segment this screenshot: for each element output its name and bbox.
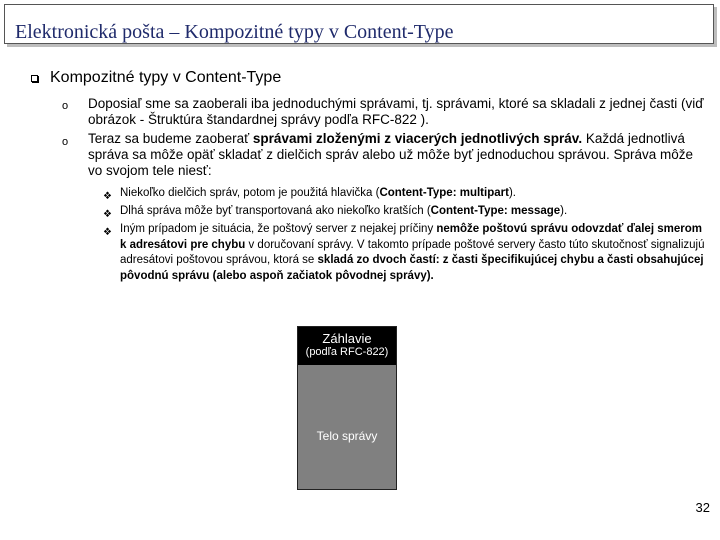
diamond-bullet-icon: ❖: [103, 209, 112, 220]
sub-bullet-3-bold-a: nemôže poštovú správu odovzdať ďalej smerom k adresátovi pre chybu: [120, 223, 702, 251]
sub-bullet-3: [120, 222, 710, 284]
message-structure-diagram: [297, 326, 397, 490]
bullet-text-1: [88, 96, 708, 128]
square-bullet-icon: [31, 75, 38, 82]
bullet-2-text-a: Teraz sa budeme zaoberať: [88, 131, 253, 146]
sub-bullet-1-text-b: ).: [508, 187, 516, 199]
diamond-bullet-icon: ❖: [103, 227, 112, 238]
sub-bullet-2-bold: Content-Type: message: [430, 205, 561, 217]
sub-bullet-3-text-a: Iným prípadom je situácia, že poštový server z nejakej príčiny: [120, 223, 437, 235]
sub-bullet-2: [120, 204, 710, 220]
sub-bullet-1: [120, 186, 710, 202]
sub-bullet-2-text-a: Dlhá správa môže byť transportovaná ako niekoľko kratších (: [120, 205, 431, 217]
page-number: 32: [695, 500, 710, 515]
diagram-header-label: Záhlavie: [322, 331, 372, 346]
circle-bullet-icon: o: [62, 136, 69, 148]
slide-heading: Kompozitné typy v Content-Type: [50, 69, 282, 86]
diagram-header-sublabel: (podľa RFC-822): [305, 346, 389, 358]
sub-bullet-1-bold: Content-Type: multipart: [379, 187, 509, 199]
circle-bullet-icon: o: [62, 100, 69, 112]
sub-bullet-3-bold-b: skladá zo dvoch častí: z časti špecifikujúcej chybu a časti obsahujúcej pôvodnú správu (alebo aspoň začiatok pôvodnej správy).: [120, 254, 704, 282]
bullet-1-text: Doposiaľ sme sa zaoberali iba jednoduchými správami, tj. správami, ktoré sa skladali z jednej časti (viď obrázok - Štruktúra štandardnej správy podľa RFC-822 ).: [88, 96, 704, 127]
title-box: [4, 4, 714, 44]
diagram-header-block: [298, 327, 396, 365]
diagram-body-label: Telo správy: [316, 429, 378, 443]
sub-bullet-3-text-b: v doručovaní správy. V takomto prípade poštové servery často túto skutočnosť signalizujú adresátovi poštovou správou, ktorá se: [120, 238, 705, 266]
bullet-text-2: [88, 131, 708, 179]
bullet-2-text-b: Každá jednotlivá správa sa môže opäť skladať z dielčich správ alebo už môže byť jednoduchou správou. Správa môže vo svojom tele niesť:: [88, 131, 694, 178]
diagram-body-block: [298, 365, 396, 489]
sub-bullet-2-text-b: ).: [560, 205, 568, 217]
diamond-bullet-icon: ❖: [103, 191, 112, 202]
sub-bullet-1-text-a: Niekoľko dielčich správ, potom je použitá hlavička (: [120, 187, 380, 199]
slide-title: Elektronická pošta – Kompozitné typy v Content-Type: [15, 21, 454, 43]
bullet-2-bold: správami zloženými z viacerých jednotlivých správ.: [252, 131, 583, 146]
